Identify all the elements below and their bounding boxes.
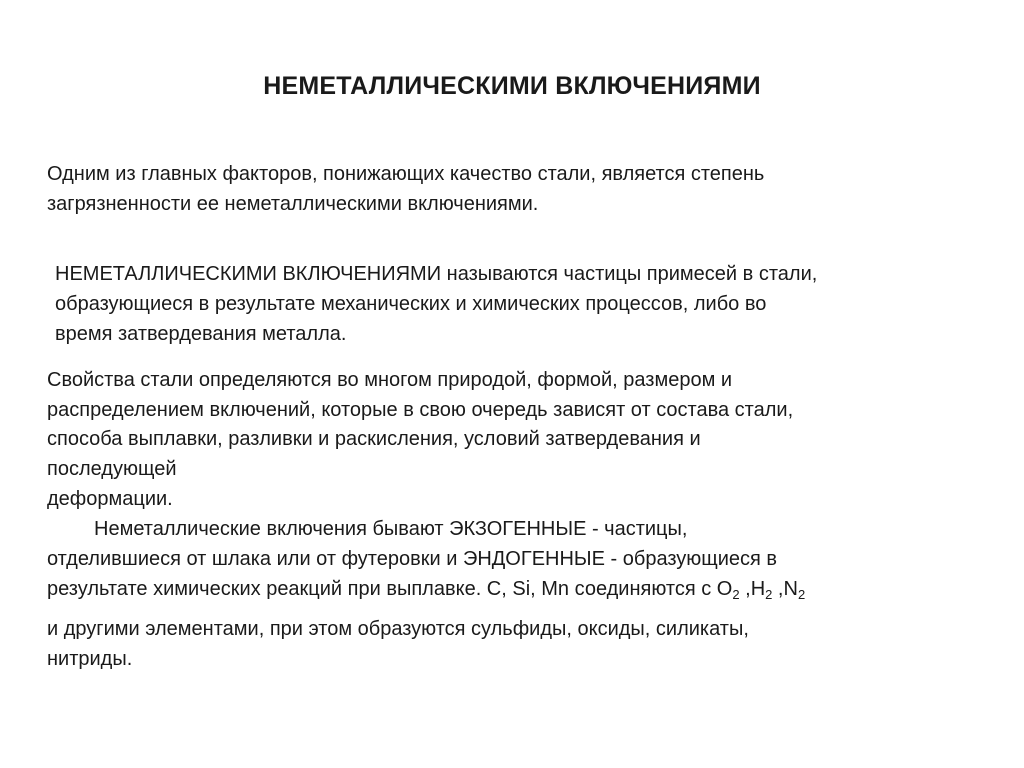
definition-line-2: образующиеся в результате механических и химических процессов, либо во [55,293,767,315]
nitrogen-symbol: ,N [772,578,798,600]
intro-line-2: загрязненности ее неметаллическими включениями. [47,193,539,215]
closing-line-2: нитриды. [47,648,133,670]
properties-line-1: Свойства стали определяются во многом природой, формой, размером и [47,369,733,391]
intro-line-1: Одним из главных факторов, понижающих качество стали, является степень [47,163,765,185]
nitrogen-subscript: 2 [797,587,806,602]
properties-line-4: последующей [47,458,177,480]
properties-line-5: деформации. [47,488,173,510]
slide-title: НЕМЕТАЛЛИЧЕСКИМИ ВКЛЮЧЕНИЯМИ [263,72,761,100]
hydrogen-subscript: 2 [765,587,773,602]
definition-line-3: время затвердевания металла. [55,323,347,345]
reaction-text: результате химических реакций при выплавке. С, Si, Mn соединяются с O [47,578,733,600]
properties-line-7: отделившиеся от шлака или от футеровки и ЭНДОГЕННЫЕ - образующиеся в [47,548,778,570]
closing-line-1: и другими элементами, при этом образуются сульфиды, оксиды, силикаты, [47,618,749,640]
definition-line-1: НЕМЕТАЛЛИЧЕСКИМИ ВКЛЮЧЕНИЯМИ называются частицы примесей в стали, [55,263,818,285]
oxygen-subscript: 2 [732,587,740,602]
reaction-line [47,575,805,603]
properties-line-2: распределением включений, которые в свою очередь зависят от состава стали, [47,399,794,421]
hydrogen-symbol: ,H [739,578,766,600]
properties-line-6: Неметаллические включения бывают ЭКЗОГЕННЫЕ - частицы, [94,518,688,540]
properties-line-3: способа выплавки, разливки и раскисления, условий затвердевания и [47,428,701,450]
